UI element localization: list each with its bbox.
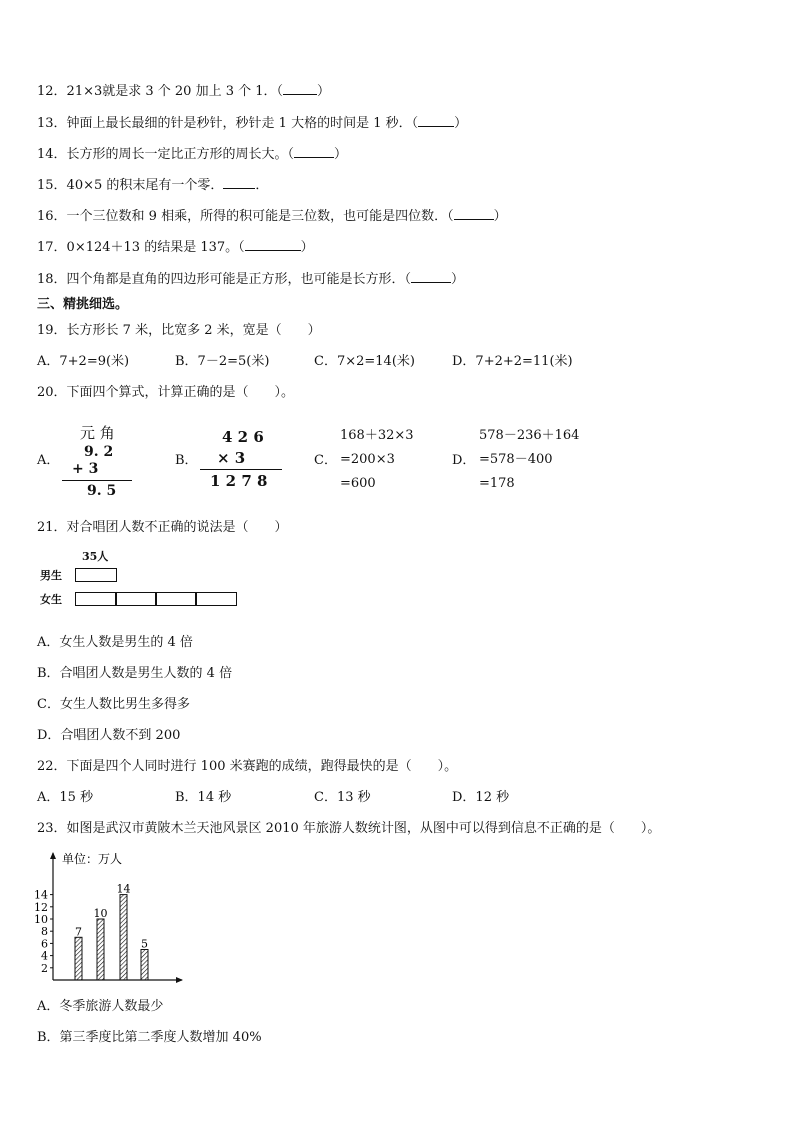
q20-d-line3: =178 [479,476,515,491]
question-20: 20．下面四个算式，计算正确的是（ ）。 [37,385,295,400]
y-axis-arrow [50,852,56,859]
question-23: 23．如图是武汉市黄陂木兰天池风景区 2010 年旅游人数统计图，从图中可以得到信息不正确的是（ ）。 [37,821,661,836]
q19-option-a[interactable]: A．7+2=9(米) [37,354,130,369]
q22-option-b[interactable]: B．14 秒 [175,790,232,805]
question-22: 22．下面是四个人同时进行 100 米赛跑的成绩，跑得最快的是（ ）。 [37,759,458,774]
q23-option-b[interactable]: B．第三季度比第二季度人数增加 40% [37,1030,262,1045]
girl-box-1 [75,592,117,606]
question-15: 15．40×5 的积末尾有一个零． ． [37,178,269,193]
q19-option-c[interactable]: C．7×2=14(米) [314,354,415,369]
q22-option-d[interactable]: D．12 秒 [452,790,510,805]
answer-blank-14[interactable] [294,145,334,158]
question-18-text: 18．四个角都是直角的四边形可能是正方形，也可能是长方形．（ [37,272,412,287]
y-tick-label: 2 [41,961,48,975]
bar-value-label: 5 [141,937,148,951]
y-tick-label: 8 [41,925,48,939]
q20-a-divider [62,480,132,481]
chart-unit-label: 单位：万人 [62,852,123,866]
question-13-text: 13．钟面上最长最细的针是秒针，秒针走 1 大格的时间是 1 秒．（ [37,116,419,131]
q21-option-c[interactable]: C．女生人数比男生多得多 [37,697,190,712]
bar [75,937,82,980]
question-19: 19．长方形长 7 米，比宽多 2 米，宽是（ ） [37,323,321,338]
q20-option-b-label[interactable]: B． [175,453,198,468]
q20-a-top: 9. 2 [84,444,114,460]
q20-option-d-label[interactable]: D． [452,453,476,468]
boy-box [75,568,117,582]
question-18: 18．四个角都是直角的四边形可能是正方形，也可能是长方形．（ ） [37,272,465,287]
q19-option-d[interactable]: D．7+2+2=11(米) [452,354,573,369]
answer-blank-13[interactable] [418,114,454,127]
y-tick-label: 14 [34,888,48,902]
girl-box-4 [195,592,237,606]
q20-b-mul: × 3 [217,449,246,467]
question-14-text: 14．长方形的周长一定比正方形的周长大。（ [37,147,295,162]
tourist-bar-chart [30,848,200,988]
q20-b-result: 1 2 7 8 [210,472,268,490]
q20-d-line2: =578－400 [479,452,553,467]
q20-a-add: + 3 [72,461,99,477]
question-12-text: 12．21×3就是求 3 个 20 加上 3 个 1．（ [37,84,284,99]
answer-blank-18[interactable] [411,270,451,283]
q20-b-divider [200,469,282,470]
section-heading: 三、精挑细选。 [37,297,129,312]
y-tick-label: 10 [34,913,48,926]
answer-blank-12[interactable] [283,82,317,95]
x-axis-arrow [176,977,183,983]
q22-option-a[interactable]: A．15 秒 [37,790,94,805]
question-12: 12．21×3就是求 3 个 20 加上 3 个 1．（ ） [37,84,331,99]
q22-option-c[interactable]: C．13 秒 [314,790,371,805]
bar-value-label: 7 [75,925,82,939]
bar [141,950,148,981]
question-14: 14．长方形的周长一定比正方形的周长大。（ ） [37,147,348,162]
question-15-text: 15．40×5 的积末尾有一个零． [37,178,224,193]
question-13: 13．钟面上最长最细的针是秒针，秒针走 1 大格的时间是 1 秒．（ ） [37,116,468,131]
girl-box-2 [115,592,157,606]
q20-c-line2: =200×3 [340,452,395,467]
q20-option-a-label[interactable]: A． [37,453,60,468]
y-tick-label: 12 [34,900,48,914]
bar-value-label: 10 [93,907,108,920]
q20-a-header: 元 角 [80,424,115,442]
boy-label: 男生 [40,569,62,582]
question-17-text: 17．0×124＋13 的结果是 137。（ [37,240,245,255]
bar [97,919,104,980]
q20-b-top: 4 2 6 [222,428,264,446]
answer-blank-15[interactable] [223,176,255,189]
question-16-text: 16．一个三位数和 9 相乘，所得的积可能是三位数，也可能是四位数．（ [37,209,454,224]
q20-d-line1: 578－236＋164 [479,428,580,443]
girl-label: 女生 [40,593,62,606]
answer-blank-17[interactable] [245,238,301,251]
question-16: 16．一个三位数和 9 相乘，所得的积可能是三位数，也可能是四位数．（ ） [37,209,507,224]
q20-option-c-label[interactable]: C． [314,453,337,468]
q20-a-result: 9. 5 [87,483,117,499]
question-17: 17．0×124＋13 的结果是 137。（ ） [37,240,314,255]
bar [120,895,127,980]
q20-c-line1: 168＋32×3 [340,428,414,443]
y-tick-label: 4 [41,949,48,963]
chorus-bar-diagram [40,548,260,612]
q23-option-a[interactable]: A．冬季旅游人数最少 [37,999,164,1014]
q20-c-line3: =600 [340,476,376,491]
q21-option-a[interactable]: A．女生人数是男生的 4 倍 [37,635,193,650]
answer-blank-16[interactable] [454,207,494,220]
q21-option-d[interactable]: D．合唱团人数不到 200 [37,728,181,743]
q19-option-b[interactable]: B．7－2=5(米) [175,354,270,369]
girl-box-3 [155,592,197,606]
q21-option-b[interactable]: B．合唱团人数是男生人数的 4 倍 [37,666,233,681]
y-tick-label: 6 [41,937,48,951]
count-label: 35人 [82,550,109,563]
question-21: 21．对合唱团人数不正确的说法是（ ） [37,520,288,535]
bar-value-label: 14 [116,882,131,896]
